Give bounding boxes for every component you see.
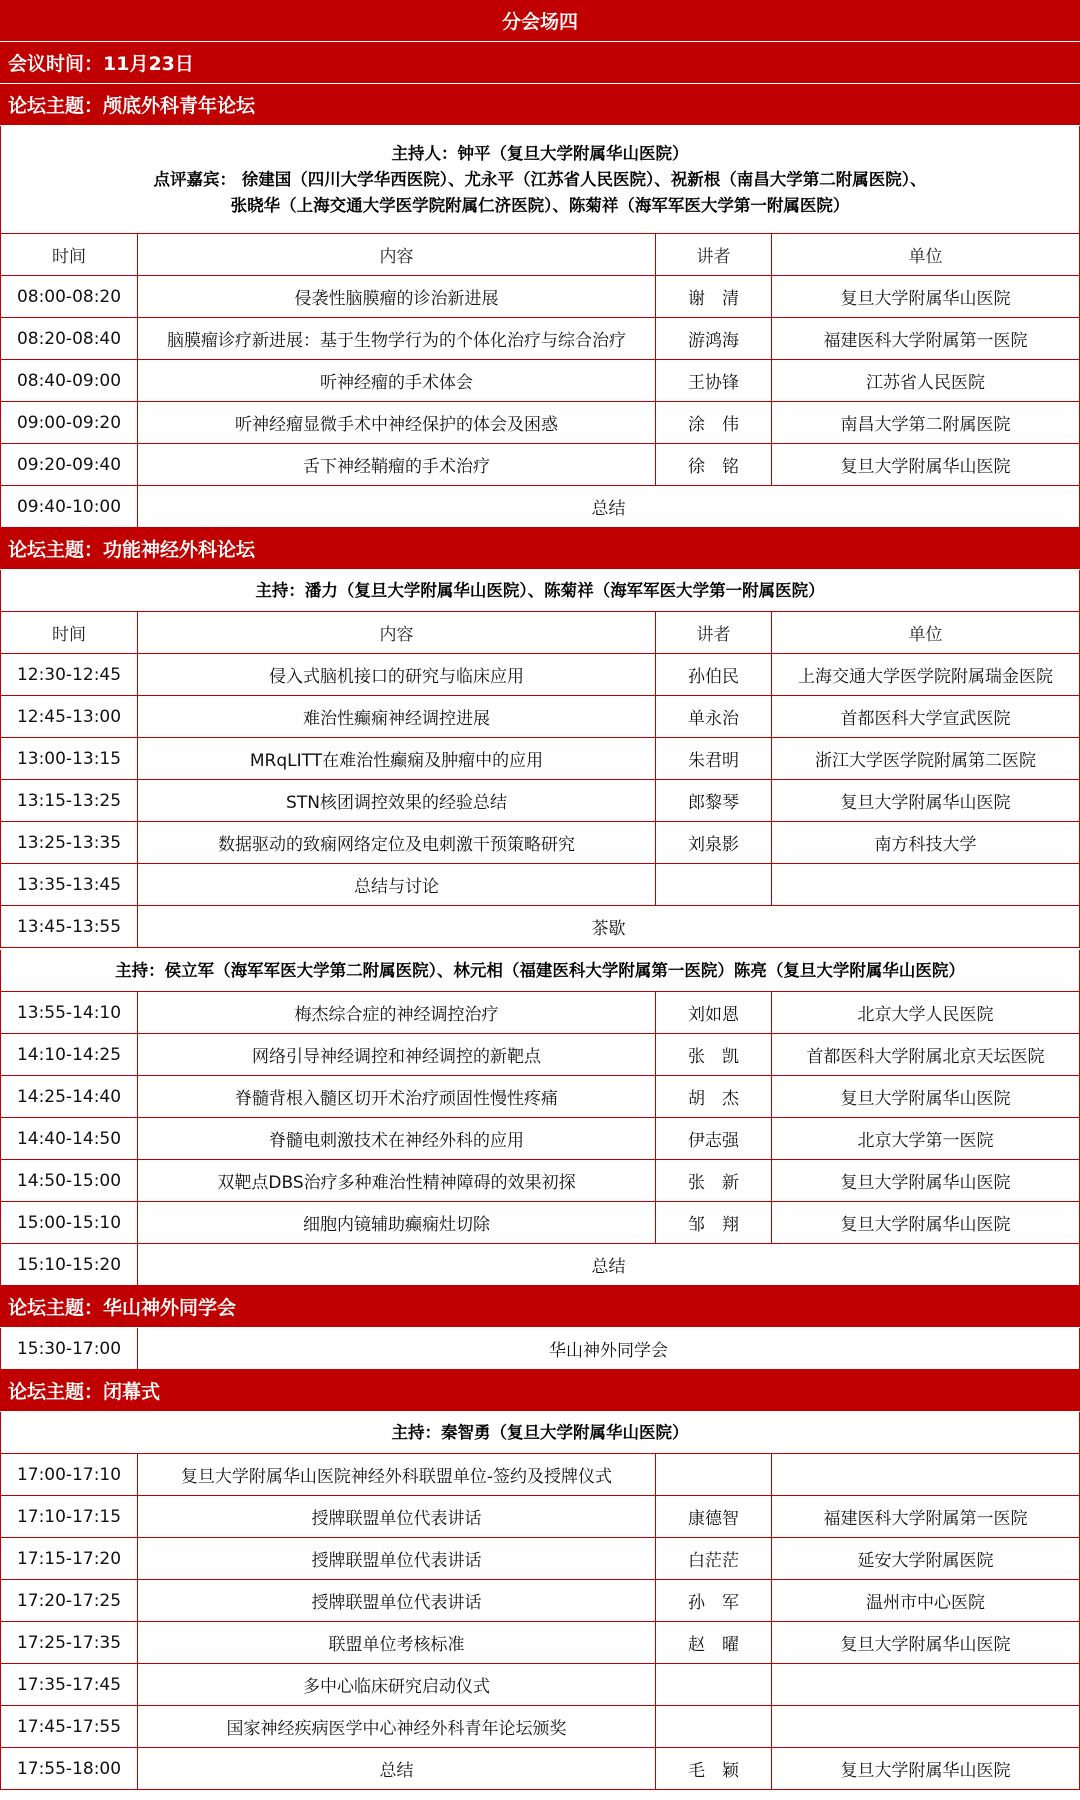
row-speaker: 邹 翔 [656,1202,772,1244]
row-time: 17:35-17:45 [0,1664,138,1706]
row-unit: 复旦大学附属华山医院 [772,1748,1080,1790]
row-speaker [656,864,772,906]
forum-title-closing: 论坛主题：闭幕式 [0,1370,1080,1412]
table-row [0,696,1080,738]
row-unit: 南方科技大学 [772,822,1080,864]
header-unit: 单位 [772,612,1080,654]
forum-title-alumni: 论坛主题：华山神外同学会 [0,1286,1080,1328]
table-row [0,780,1080,822]
row-speaker: 单永治 [656,696,772,738]
row-unit: 上海交通大学医学院附属瑞金医院 [772,654,1080,696]
row-unit: 复旦大学附属华山医院 [772,444,1080,486]
header-content: 内容 [138,234,656,276]
row-unit: 南昌大学第二附属医院 [772,402,1080,444]
row-time: 15:30-17:00 [0,1328,138,1370]
row-content: 总结 [138,486,1080,528]
row-speaker [656,1454,772,1496]
header-time: 时间 [0,234,138,276]
row-speaker: 张 新 [656,1160,772,1202]
row-content: 梅杰综合症的神经调控治疗 [138,992,656,1034]
row-unit: 复旦大学附属华山医院 [772,1160,1080,1202]
row-time: 17:20-17:25 [0,1580,138,1622]
row-content: 脊髓电刺激技术在神经外科的应用 [138,1118,656,1160]
table-header [0,612,1080,654]
row-unit: 复旦大学附属华山医院 [772,1076,1080,1118]
table-row [0,318,1080,360]
row-content: 授牌联盟单位代表讲话 [138,1496,656,1538]
row-time: 08:20-08:40 [0,318,138,360]
row-time: 12:30-12:45 [0,654,138,696]
row-time: 17:10-17:15 [0,1496,138,1538]
row-speaker: 游鸿海 [656,318,772,360]
table-row [0,360,1080,402]
row-speaker: 张 凯 [656,1034,772,1076]
row-time: 14:10-14:25 [0,1034,138,1076]
row-speaker: 朱君明 [656,738,772,780]
table-row [0,1076,1080,1118]
forum-title-functional: 论坛主题：功能神经外科论坛 [0,528,1080,570]
table-row [0,1622,1080,1664]
forum2-host2 [0,950,1080,992]
table-row [0,276,1080,318]
row-content: 听神经瘤的手术体会 [138,360,656,402]
row-time: 09:00-09:20 [0,402,138,444]
table-row [0,864,1080,906]
forum1-reviewers-line1: 点评嘉宾： 徐建国（四川大学华西医院）、尤永平（江苏省人民医院）、祝新根（南昌大学第二附属医院）、 [153,169,927,189]
row-content: 茶歇 [138,906,1080,948]
row-time: 17:15-17:20 [0,1538,138,1580]
table-row [0,1034,1080,1076]
row-time: 14:25-14:40 [0,1076,138,1118]
row-content: 舌下神经鞘瘤的手术治疗 [138,444,656,486]
row-content: 授牌联盟单位代表讲话 [138,1580,656,1622]
meeting-time: 会议时间：11月23日 [0,42,1080,84]
table-row [0,1454,1080,1496]
forum1-reviewers-line2: 张晓华（上海交通大学医学院附属仁济医院）、陈菊祥（海军军医大学第一附属医院） [230,195,850,215]
row-unit: 北京大学人民医院 [772,992,1080,1034]
row-speaker: 谢 清 [656,276,772,318]
row-content: 双靶点DBS治疗多种难治性精神障碍的效果初探 [138,1160,656,1202]
table-row [0,1664,1080,1706]
row-time: 17:00-17:10 [0,1454,138,1496]
table-row-span [0,486,1080,528]
table-row [0,822,1080,864]
row-content: 授牌联盟单位代表讲话 [138,1538,656,1580]
row-time: 13:25-13:35 [0,822,138,864]
row-content: 脊髓背根入髓区切开术治疗顽固性慢性疼痛 [138,1076,656,1118]
row-speaker: 白茫茫 [656,1538,772,1580]
row-speaker: 伊志强 [656,1118,772,1160]
row-speaker: 毛 颖 [656,1748,772,1790]
row-content: 网络引导神经调控和神经调控的新靶点 [138,1034,656,1076]
forum2-host2-text: 主持：侯立军（海军军医大学第二附属医院）、林元相（福建医科大学附属第一医院）陈亮（复旦大学附属华山医院） [115,960,965,980]
forum1-host-box [0,126,1080,234]
table-row [0,992,1080,1034]
row-unit: 温州市中心医院 [772,1580,1080,1622]
row-time: 17:55-18:00 [0,1748,138,1790]
row-speaker: 胡 杰 [656,1076,772,1118]
forum4-host [0,1412,1080,1454]
row-time: 15:00-15:10 [0,1202,138,1244]
forum2-host1 [0,570,1080,612]
row-content: 华山神外同学会 [138,1328,1080,1370]
row-time: 17:25-17:35 [0,1622,138,1664]
row-time: 09:20-09:40 [0,444,138,486]
session-title: 分会场四 [0,0,1080,42]
row-content: 多中心临床研究启动仪式 [138,1664,656,1706]
table-row [0,1202,1080,1244]
row-speaker [656,1664,772,1706]
table-row-span [0,1244,1080,1286]
row-unit: 首都医科大学宣武医院 [772,696,1080,738]
table-row [0,654,1080,696]
row-content: MRqLITT在难治性癫痫及肿瘤中的应用 [138,738,656,780]
row-content: 总结与讨论 [138,864,656,906]
header-content: 内容 [138,612,656,654]
row-content: 侵袭性脑膜瘤的诊治新进展 [138,276,656,318]
row-speaker: 赵 曜 [656,1622,772,1664]
row-content: 联盟单位考核标准 [138,1622,656,1664]
row-speaker: 孙 军 [656,1580,772,1622]
table-row [0,402,1080,444]
row-unit: 浙江大学医学院附属第二医院 [772,738,1080,780]
row-unit: 江苏省人民医院 [772,360,1080,402]
row-speaker: 徐 铭 [656,444,772,486]
row-unit: 福建医科大学附属第一医院 [772,318,1080,360]
row-unit: 北京大学第一医院 [772,1118,1080,1160]
row-unit: 首都医科大学附属北京天坛医院 [772,1034,1080,1076]
forum1-host: 主持人：钟平（复旦大学附属华山医院） [391,143,689,163]
table-header [0,234,1080,276]
row-speaker: 刘泉影 [656,822,772,864]
row-unit [772,1664,1080,1706]
table-row [0,444,1080,486]
row-time: 14:50-15:00 [0,1160,138,1202]
row-content: 数据驱动的致痫网络定位及电刺激干预策略研究 [138,822,656,864]
row-content: STN核团调控效果的经验总结 [138,780,656,822]
forum-title-skull-base: 论坛主题：颅底外科青年论坛 [0,84,1080,126]
row-speaker: 郎黎琴 [656,780,772,822]
row-time: 09:40-10:00 [0,486,138,528]
table-row [0,1496,1080,1538]
row-content: 复旦大学附属华山医院神经外科联盟单位-签约及授牌仪式 [138,1454,656,1496]
row-speaker [656,1706,772,1748]
row-time: 17:45-17:55 [0,1706,138,1748]
table-row-span [0,906,1080,948]
row-unit: 复旦大学附属华山医院 [772,780,1080,822]
forum4-host-text: 主持：秦智勇（复旦大学附属华山医院） [391,1422,689,1442]
row-content: 侵入式脑机接口的研究与临床应用 [138,654,656,696]
row-content: 脑膜瘤诊疗新进展：基于生物学行为的个体化治疗与综合治疗 [138,318,656,360]
header-speaker: 讲者 [656,612,772,654]
table-row [0,1748,1080,1790]
row-unit: 延安大学附属医院 [772,1538,1080,1580]
table-row [0,1118,1080,1160]
row-unit [772,1706,1080,1748]
row-content: 难治性癫痫神经调控进展 [138,696,656,738]
row-time: 08:00-08:20 [0,276,138,318]
table-row [0,1538,1080,1580]
forum2-host1-text: 主持：潘力（复旦大学附属华山医院）、陈菊祥（海军军医大学第一附属医院） [255,580,825,600]
row-time: 15:10-15:20 [0,1244,138,1286]
row-time: 13:15-13:25 [0,780,138,822]
row-content: 总结 [138,1748,656,1790]
header-speaker: 讲者 [656,234,772,276]
row-time: 12:45-13:00 [0,696,138,738]
table-row [0,1706,1080,1748]
row-content: 细胞内镜辅助癫痫灶切除 [138,1202,656,1244]
row-time: 14:40-14:50 [0,1118,138,1160]
row-unit: 复旦大学附属华山医院 [772,1202,1080,1244]
row-speaker: 涂 伟 [656,402,772,444]
row-content: 国家神经疾病医学中心神经外科青年论坛颁奖 [138,1706,656,1748]
row-time: 13:00-13:15 [0,738,138,780]
row-speaker: 刘如恩 [656,992,772,1034]
row-content: 听神经瘤显微手术中神经保护的体会及困惑 [138,402,656,444]
table-row-span [0,1328,1080,1370]
row-unit: 复旦大学附属华山医院 [772,1622,1080,1664]
table-row [0,1160,1080,1202]
row-content: 总结 [138,1244,1080,1286]
row-time: 13:35-13:45 [0,864,138,906]
header-time: 时间 [0,612,138,654]
header-unit: 单位 [772,234,1080,276]
table-row [0,1580,1080,1622]
row-speaker: 康德智 [656,1496,772,1538]
row-time: 08:40-09:00 [0,360,138,402]
row-speaker: 王协锋 [656,360,772,402]
row-speaker: 孙伯民 [656,654,772,696]
row-unit: 复旦大学附属华山医院 [772,276,1080,318]
row-unit [772,1454,1080,1496]
row-time: 13:55-14:10 [0,992,138,1034]
table-row [0,738,1080,780]
row-unit: 福建医科大学附属第一医院 [772,1496,1080,1538]
row-time: 13:45-13:55 [0,906,138,948]
row-unit [772,864,1080,906]
